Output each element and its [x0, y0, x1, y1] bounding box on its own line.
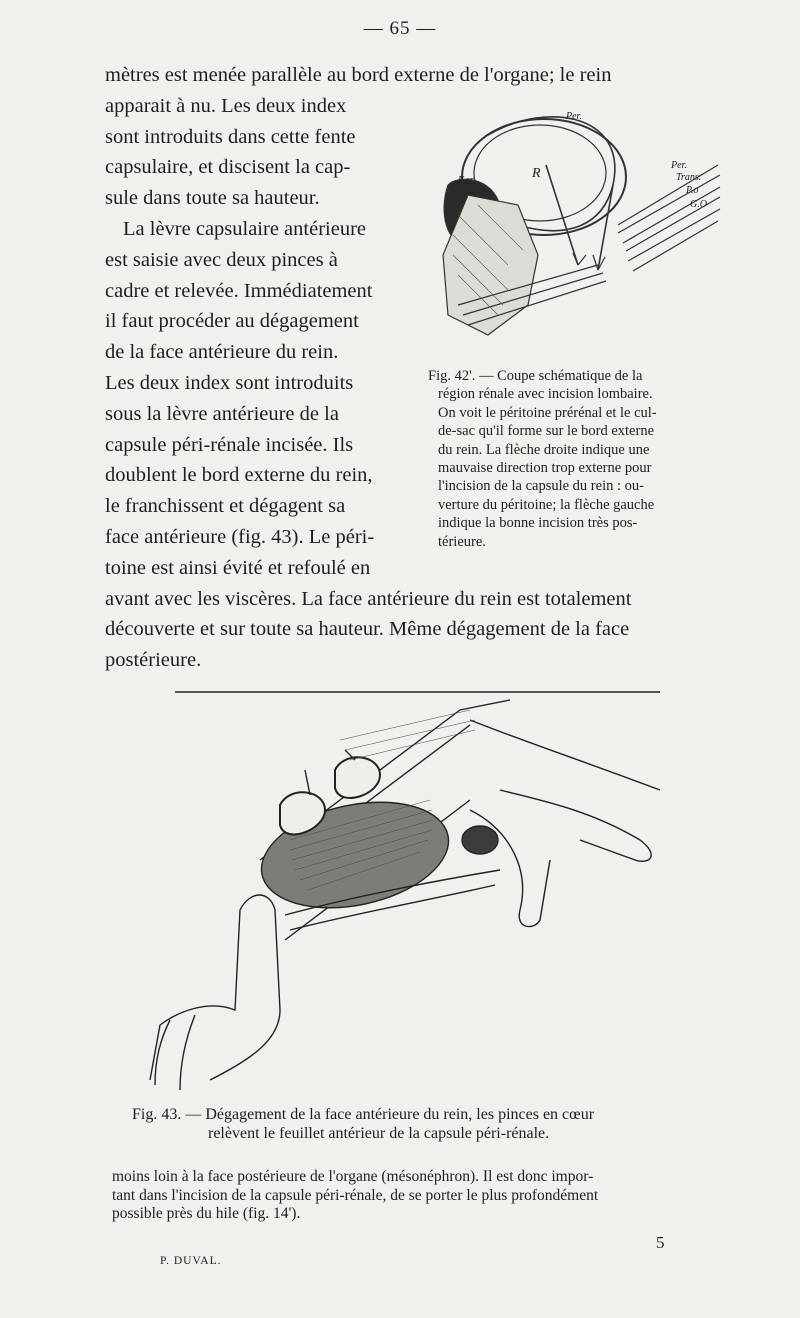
caption-line: On voit le péritoine prérénal et le cul- [438, 404, 657, 421]
muscle-line [623, 187, 720, 243]
label-per-trans: Per. [671, 160, 687, 171]
label-trans: Trans. [676, 172, 702, 183]
caption-line: mauvaise direction trop externe pour [438, 460, 652, 477]
left-hand [150, 895, 280, 1080]
text-line: capsulaire, et discisent la cap- [105, 156, 351, 179]
text-line: de la face antérieure du rein. [105, 341, 339, 364]
arrow-bad-incision [598, 185, 613, 270]
caption-line: du rein. La flèche droite indique une [438, 441, 650, 458]
text-line: mètres est menée parallèle au bord externe de l'organe; le rein [105, 64, 612, 86]
text-line: est saisie avec deux pinces à [105, 248, 338, 271]
label-r: R [532, 166, 541, 181]
footnote [112, 1168, 752, 1224]
text-line: postérieure. [105, 649, 202, 672]
label-fcr: F.cr [458, 175, 474, 186]
figure-42-caption [428, 367, 728, 551]
figure-43-caption [132, 1105, 732, 1143]
caption-line: verture du péritoine; la flèche gauche [438, 496, 655, 513]
figure-43-illustration [140, 680, 700, 1095]
caption-line: relèvent le feuillet antérieur de la capsule péri-rénale. [208, 1125, 550, 1142]
forceps-ring [335, 757, 380, 798]
caption-line: Fig. 42'. — Coupe schématique de la [428, 368, 643, 384]
footnote-line: tant dans l'incision de la capsule péri-rénale, de se porter le plus profondément [112, 1186, 599, 1204]
text-line: La lèvre capsulaire antérieure [123, 217, 366, 240]
text-line: sule dans toute sa hauteur. [105, 187, 320, 210]
text-line: sous la lèvre antérieure de la [105, 402, 339, 425]
text-line: apparait à nu. Les deux index [105, 94, 347, 117]
text-line: découverte et sur toute sa hauteur. Même dégagement de la face [105, 618, 630, 641]
footnote-line: possible près du hile (fig. 14'). [112, 1205, 301, 1223]
knuckle [462, 826, 498, 854]
caption-line: région rénale avec incision lombaire. [438, 386, 653, 403]
label-po: P.o [686, 185, 699, 196]
caption-line: térieure. [438, 533, 486, 550]
figure-42-diagram [428, 105, 728, 355]
right-hand [470, 720, 660, 927]
incision-hatch [340, 710, 475, 760]
caption-line: Fig. 43. — Dégagement de la face antérieure du rein, les pinces en cœur [132, 1106, 595, 1123]
muscle-line [633, 221, 718, 271]
label-per: Per. [566, 111, 582, 122]
signature-mark: P. DUVAL. [160, 1255, 222, 1267]
text-line: il faut procéder au dégagement [105, 310, 359, 333]
caption-line: indique la bonne incision très pos- [438, 515, 638, 532]
text-line: avant avec les viscères. La face antérieure du rein est totalement [105, 587, 632, 610]
text-line: capsule péri-rénale incisée. Ils [105, 433, 354, 456]
finger-line [155, 1015, 195, 1090]
page-number: — 65 — [363, 18, 437, 39]
text-line: sont introduits dans cette fente [105, 125, 356, 148]
caption-line: de-sac qu'il forme sur le bord externe [438, 423, 654, 440]
label-go: G.O [690, 199, 707, 210]
text-line: Les deux index sont introduits [105, 371, 354, 394]
text-line: toine est ainsi évité et refoulé en [105, 556, 371, 579]
text-line: le franchissent et dégagent sa [105, 495, 346, 518]
sheet-number: 5 [656, 1233, 665, 1252]
text-line: cadre et relevée. Immédiatement [105, 279, 373, 302]
footnote-line: moins loin à la face postérieure de l'organe (mésonéphron). Il est donc impor- [112, 1168, 594, 1185]
muscle-line [628, 209, 720, 261]
text-line: doublent le bord externe du rein, [105, 464, 373, 487]
muscle-line [618, 165, 718, 225]
caption-line: l'incision de la capsule du rein : ou- [438, 478, 644, 495]
text-line: face antérieure (fig. 43). Le péri- [105, 525, 375, 548]
